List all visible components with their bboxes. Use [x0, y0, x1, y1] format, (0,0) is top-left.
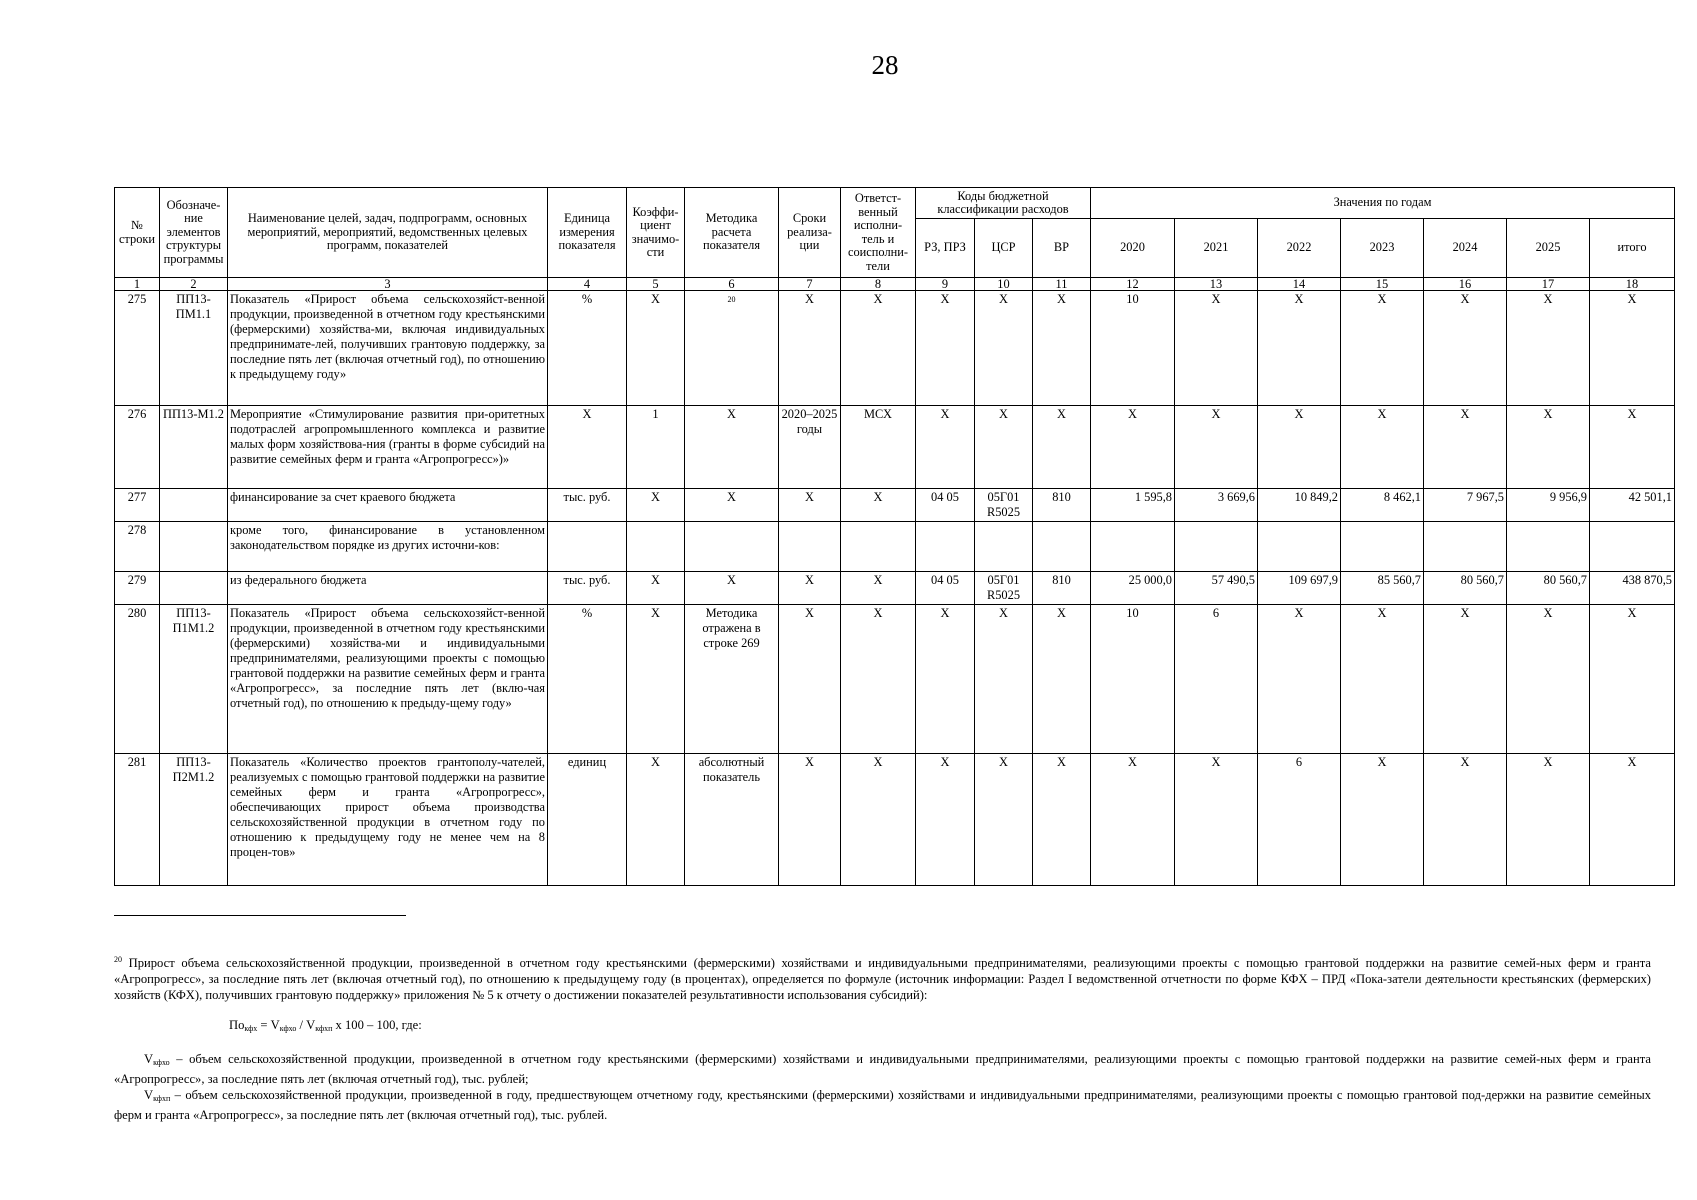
- vr: X: [1033, 605, 1091, 754]
- header-csr: ЦСР: [975, 219, 1033, 278]
- coefficient: X: [627, 605, 685, 754]
- coefficient: X: [627, 754, 685, 886]
- column-number: 18: [1590, 278, 1675, 291]
- v2-sub: кфхп: [153, 1094, 171, 1104]
- method: X: [685, 406, 779, 489]
- element-code: ПП13-П2М1.2: [160, 754, 228, 886]
- value-2025: X: [1507, 291, 1590, 406]
- header-unit: Единица измерения показателя: [548, 188, 627, 278]
- value-2023: [1341, 522, 1424, 572]
- formula-eq: = V: [257, 1018, 280, 1033]
- item-name: Мероприятие «Стимулирование развития при-оритетных подотраслей агропромышленного комплекса и развитие малых форм хозяйствова-ния (гранты в форме субсидий на развитие семейных ферм и гранта «Агропрогресс»)»: [228, 406, 548, 489]
- header-budget-codes: Коды бюджетной классификации расходов: [916, 188, 1091, 219]
- footnote-mark: 20: [114, 955, 122, 964]
- csr: 05Г01 R5025: [975, 572, 1033, 605]
- header-rz-prz: РЗ, ПРЗ: [916, 219, 975, 278]
- header-year: 2023: [1341, 219, 1424, 278]
- value-2020: X: [1091, 754, 1175, 886]
- footnote-20: [114, 952, 1651, 1003]
- header-year: 2024: [1424, 219, 1507, 278]
- formula-v2-sub: кфхп: [315, 1024, 333, 1034]
- column-number: 8: [841, 278, 916, 291]
- v1-sub: кфхо: [153, 1058, 170, 1068]
- csr: [975, 522, 1033, 572]
- column-number: 6: [685, 278, 779, 291]
- value-total: X: [1590, 605, 1675, 754]
- responsible: МСХ: [841, 406, 916, 489]
- item-name: Показатель «Прирост объема сельскохозяйст-венной продукции, произведенной в отчетном году крестьянскими (фермерскими) хозяйства-ми и индивидуальными предпринимателями, реализующими проекты с помощью грантовой поддержки на развитие семейных ферм и гранта «Агропрогресс», за последние пять лет (вклю-чая отчетный год), по отношению к предыду-щему году»: [228, 605, 548, 754]
- row-number: 280: [115, 605, 160, 754]
- value-2023: 85 560,7: [1341, 572, 1424, 605]
- method: [685, 291, 779, 406]
- v1-text: – объем сельскохозяйственной продукции, произведенной в отчетном году крестьянскими (фермерскими) хозяйствами и индивидуальными предпринимателями, реализующими проекты с помощью грантовой поддержки на развитие семей-ных ферм и гранта «Агропрогресс», за последние пять лет (включая отчетный год), тыс. рублей;: [114, 1052, 1651, 1087]
- column-number: 15: [1341, 278, 1424, 291]
- value-2024: X: [1424, 291, 1507, 406]
- value-2021: 6: [1175, 605, 1258, 754]
- rz-prz: X: [916, 406, 975, 489]
- value-total: X: [1590, 406, 1675, 489]
- value-2025: X: [1507, 605, 1590, 754]
- definition-v-kfhp: [114, 1087, 1651, 1123]
- value-2022: X: [1258, 291, 1341, 406]
- coefficient: 1: [627, 406, 685, 489]
- value-2024: [1424, 522, 1507, 572]
- rz-prz: X: [916, 605, 975, 754]
- value-2022: 6: [1258, 754, 1341, 886]
- header-responsible: Ответст-венный исполни-тель и соисполни-тели: [841, 188, 916, 278]
- table-row: [115, 522, 1675, 572]
- header-coefficient: Коэффи-циент значимо-сти: [627, 188, 685, 278]
- column-number: 12: [1091, 278, 1175, 291]
- rz-prz: X: [916, 754, 975, 886]
- unit: X: [548, 406, 627, 489]
- table-row: [115, 406, 1675, 489]
- header-term: Сроки реализа-ции: [779, 188, 841, 278]
- method: абсолютный показатель: [685, 754, 779, 886]
- item-name: Показатель «Количество проектов грантополу-чателей, реализуемых с помощью грантовой поддержки на развитие семейных ферм и гранта «Агропрогресс», обеспечивающих прирост объема производства сельскохозяйственной продукции в отчетном году по отношению к предыдущему году не менее чем на 8 процен-тов»: [228, 754, 548, 886]
- unit: единиц: [548, 754, 627, 886]
- value-total: X: [1590, 754, 1675, 886]
- value-2021: 3 669,6: [1175, 489, 1258, 522]
- responsible: [841, 522, 916, 572]
- value-2020: 1 595,8: [1091, 489, 1175, 522]
- value-2023: X: [1341, 406, 1424, 489]
- value-2021: X: [1175, 754, 1258, 886]
- value-2024: 7 967,5: [1424, 489, 1507, 522]
- element-code: [160, 489, 228, 522]
- item-name: Показатель «Прирост объема сельскохозяйст-венной продукции, произведенной в отчетном году крестьянскими (фермерскими) хозяйства-ми, включая индивидуальных предпринимате-лей, получивших грантовую поддержку, за последние пять лет (включая отчетный год), по отношению к предыдущему году»: [228, 291, 548, 406]
- value-2024: X: [1424, 406, 1507, 489]
- element-code: [160, 522, 228, 572]
- formula: [229, 1017, 1651, 1037]
- definition-v-kfho: [114, 1051, 1651, 1087]
- program-table: [114, 187, 1675, 886]
- table-row: [115, 572, 1675, 605]
- value-2020: 25 000,0: [1091, 572, 1175, 605]
- formula-lhs: По: [229, 1018, 245, 1033]
- rz-prz: 04 05: [916, 489, 975, 522]
- value-total: X: [1590, 291, 1675, 406]
- header-year: 2021: [1175, 219, 1258, 278]
- rz-prz: [916, 522, 975, 572]
- responsible: X: [841, 605, 916, 754]
- unit: %: [548, 605, 627, 754]
- value-2023: X: [1341, 754, 1424, 886]
- csr: X: [975, 754, 1033, 886]
- coefficient: X: [627, 291, 685, 406]
- value-2025: X: [1507, 406, 1590, 489]
- footnotes: [114, 952, 1651, 1123]
- term: X: [779, 754, 841, 886]
- coefficient: X: [627, 489, 685, 522]
- term: 2020–2025 годы: [779, 406, 841, 489]
- value-2024: 80 560,7: [1424, 572, 1507, 605]
- value-2022: 109 697,9: [1258, 572, 1341, 605]
- method: X: [685, 572, 779, 605]
- value-2023: X: [1341, 291, 1424, 406]
- rz-prz: 04 05: [916, 572, 975, 605]
- value-2020: 10: [1091, 605, 1175, 754]
- term: X: [779, 291, 841, 406]
- column-number: 14: [1258, 278, 1341, 291]
- value-total: 42 501,1: [1590, 489, 1675, 522]
- column-number: 7: [779, 278, 841, 291]
- column-number: 9: [916, 278, 975, 291]
- value-2025: X: [1507, 754, 1590, 886]
- element-code: ПП13-ПМ1.1: [160, 291, 228, 406]
- value-2021: 57 490,5: [1175, 572, 1258, 605]
- term: X: [779, 489, 841, 522]
- vr: [1033, 522, 1091, 572]
- value-2025: 9 956,9: [1507, 489, 1590, 522]
- page-number: 28: [871, 50, 899, 80]
- header-year: 2020: [1091, 219, 1175, 278]
- header-row-number: № строки: [115, 188, 160, 278]
- value-2024: X: [1424, 605, 1507, 754]
- vr: X: [1033, 406, 1091, 489]
- formula-div: / V: [296, 1018, 316, 1033]
- value-2022: 10 849,2: [1258, 489, 1341, 522]
- coefficient: [627, 522, 685, 572]
- v2-symbol: V: [144, 1088, 154, 1103]
- table-row: [115, 605, 1675, 754]
- formula-lhs-sub: кфх: [244, 1024, 258, 1034]
- unit: тыс. руб.: [548, 572, 627, 605]
- v1-symbol: V: [144, 1052, 154, 1067]
- column-number: 16: [1424, 278, 1507, 291]
- footnote-separator: [114, 915, 406, 916]
- footnote-ref[interactable]: 20: [727, 295, 736, 304]
- value-2021: [1175, 522, 1258, 572]
- header-year: 2025: [1507, 219, 1590, 278]
- value-2022: [1258, 522, 1341, 572]
- csr: X: [975, 406, 1033, 489]
- row-number: 281: [115, 754, 160, 886]
- value-2020: X: [1091, 406, 1175, 489]
- responsible: X: [841, 572, 916, 605]
- table-row: [115, 754, 1675, 886]
- column-number: 3: [228, 278, 548, 291]
- column-number: 17: [1507, 278, 1590, 291]
- value-total: 438 870,5: [1590, 572, 1675, 605]
- value-2023: 8 462,1: [1341, 489, 1424, 522]
- unit: [548, 522, 627, 572]
- value-2022: X: [1258, 605, 1341, 754]
- value-2022: X: [1258, 406, 1341, 489]
- row-number: 276: [115, 406, 160, 489]
- row-number: 279: [115, 572, 160, 605]
- method: Методика отражена в строке 269: [685, 605, 779, 754]
- method: [685, 522, 779, 572]
- term: [779, 522, 841, 572]
- v2-text: – объем сельскохозяйственной продукции, произведенной в году, предшествующем отчетному году, крестьянскими (фермерскими) хозяйствами и индивидуальными предпринимателями, реализующими проекты с помощью грантовой под-держки на развитие семейных ферм и гранта «Агропрогресс», за последние пять лет (включая отчетный год), тыс. рублей.: [114, 1088, 1651, 1123]
- header-values-by-year: Значения по годам: [1091, 188, 1675, 219]
- value-2023: X: [1341, 605, 1424, 754]
- column-number: 13: [1175, 278, 1258, 291]
- column-number: 11: [1033, 278, 1091, 291]
- responsible: X: [841, 489, 916, 522]
- vr: 810: [1033, 489, 1091, 522]
- value-2020: [1091, 522, 1175, 572]
- vr: X: [1033, 754, 1091, 886]
- item-name: финансирование за счет краевого бюджета: [228, 489, 548, 522]
- value-2021: X: [1175, 291, 1258, 406]
- value-2020: 10: [1091, 291, 1175, 406]
- element-code: ПП13-М1.2: [160, 406, 228, 489]
- value-2025: [1507, 522, 1590, 572]
- row-number: 275: [115, 291, 160, 406]
- csr: X: [975, 605, 1033, 754]
- method: X: [685, 489, 779, 522]
- vr: X: [1033, 291, 1091, 406]
- table-row: [115, 291, 1675, 406]
- column-number: 10: [975, 278, 1033, 291]
- item-name: кроме того, финансирование в установленном законодательством порядке из других источни-ков:: [228, 522, 548, 572]
- item-name: из федерального бюджета: [228, 572, 548, 605]
- unit: тыс. руб.: [548, 489, 627, 522]
- header-total: итого: [1590, 219, 1675, 278]
- responsible: X: [841, 291, 916, 406]
- header-vr: ВР: [1033, 219, 1091, 278]
- column-numbers-row: [115, 278, 1675, 291]
- column-number: 5: [627, 278, 685, 291]
- row-number: 277: [115, 489, 160, 522]
- header-element-code: Обозначе-ние элементов структуры программы: [160, 188, 228, 278]
- header-year: 2022: [1258, 219, 1341, 278]
- element-code: [160, 572, 228, 605]
- header-method: Методика расчета показателя: [685, 188, 779, 278]
- value-2024: X: [1424, 754, 1507, 886]
- csr: 05Г01 R5025: [975, 489, 1033, 522]
- footnote-text: Прирост объема сельскохозяйственной продукции, произведенной в отчетном году крестьянскими (фермерскими) хозяйствами и индивидуальными предпринимателями, реализующими проекты с помощью грантовой поддержки на развитие семей-ных ферм и гранта «Агропрогресс», за последние пять лет (включая отчетный год), по отношению к предыдущему году (в процентах), определяется по формуле (источник информации: Раздел I ведомственной отчетности по форме КФХ – ПРД «Пока-затели деятельности крестьянских (фермерских) хозяйств (КФХ), получивших грантовую поддержку» приложения № 5 к отчету о достижении показателей результативности использования субсидий):: [114, 956, 1651, 1003]
- rz-prz: X: [916, 291, 975, 406]
- value-2025: 80 560,7: [1507, 572, 1590, 605]
- element-code: ПП13-П1М1.2: [160, 605, 228, 754]
- coefficient: X: [627, 572, 685, 605]
- formula-rest: x 100 – 100, где:: [332, 1018, 422, 1033]
- column-number: 1: [115, 278, 160, 291]
- column-number: 4: [548, 278, 627, 291]
- table-row: [115, 489, 1675, 522]
- csr: X: [975, 291, 1033, 406]
- term: X: [779, 605, 841, 754]
- row-number: 278: [115, 522, 160, 572]
- column-number: 2: [160, 278, 228, 291]
- value-2021: X: [1175, 406, 1258, 489]
- formula-v1-sub: кфхо: [279, 1024, 297, 1034]
- value-total: [1590, 522, 1675, 572]
- unit: %: [548, 291, 627, 406]
- header-name: Наименование целей, задач, подпрограмм, основных мероприятий, мероприятий, ведомственных целевых программ, показателей: [228, 188, 548, 278]
- term: X: [779, 572, 841, 605]
- responsible: X: [841, 754, 916, 886]
- vr: 810: [1033, 572, 1091, 605]
